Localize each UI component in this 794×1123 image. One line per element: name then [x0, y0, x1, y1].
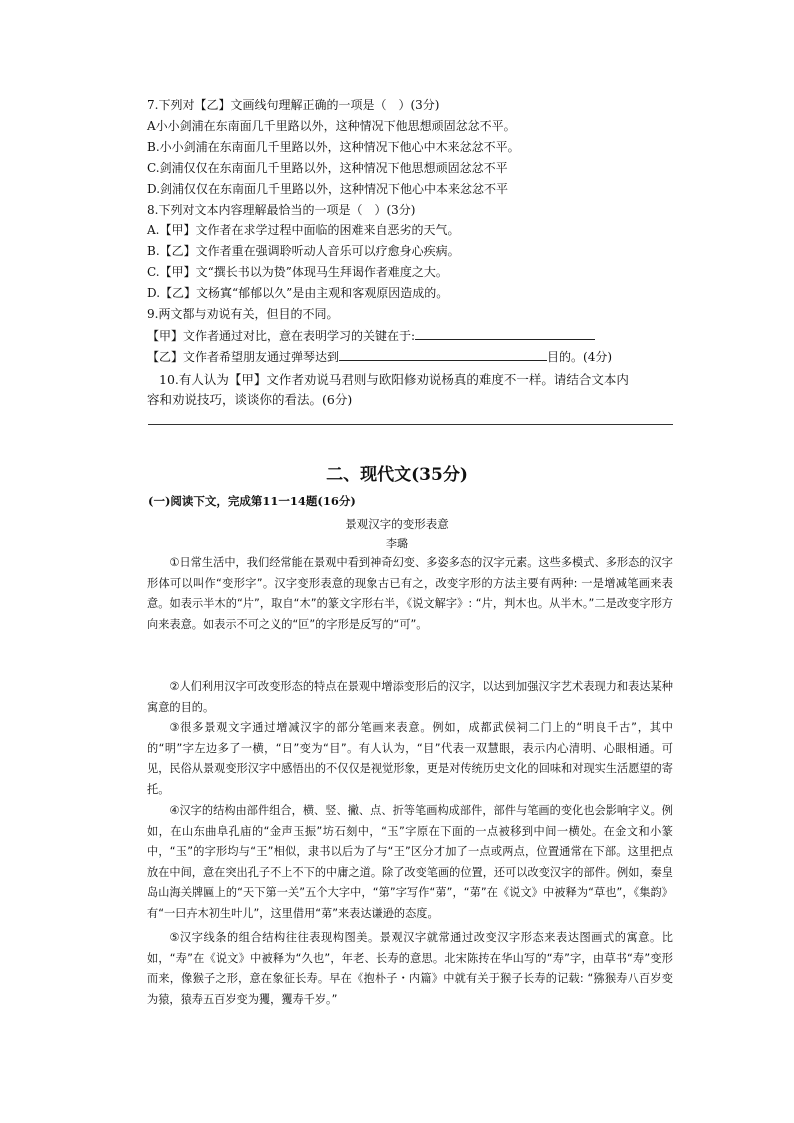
article-paragraph-1: ①日常生活中，我们经常能在景观中看到神奇幻变、多姿多态的汉字元素。这些多模式、多形态的汉字形体可以叫作“变形字”。汉字变形表意的现象古已有之，改变字形的方法主要有两种: 一是增减笔画来表意。如表示半木的“片”，取自“木”的篆文字形右半，《说文解字》: “片，判木也。从半木。”二是改变字形方向来表意。如表示不可之义的“叵”的字形是反写的“可”。 — [147, 556, 673, 631]
article-paragraph-2: ②人们利用汉字可改变形态的特点在景观中增添变形后的汉字，以达到加强汉字艺术表现力和表达某种寓意的目的。 — [147, 680, 673, 714]
question-7-option-a: A小小剑浦在东南面几千里路以外，这种情况下他思想顽固忿忿不平。 — [147, 119, 516, 133]
answer-blank-9-1[interactable] — [415, 326, 595, 340]
question-8-option-a: A.【甲】文作者在求学过程中面临的困难来自恶劣的天气。 — [147, 223, 460, 237]
question-9-stem: 9.两文都与劝说有关，但目的不同。 — [147, 307, 339, 321]
question-8-option-c: C.【甲】文“撰长书以为贽”体现马生拜谒作者难度之大。 — [147, 265, 448, 279]
question-8-stem: 8.下列对文本内容理解最恰当的一项是（ ）(3分) — [147, 203, 416, 217]
question-9-line-1 — [147, 326, 595, 346]
article-paragraph-5: ⑤汉字线条的组合结构往往表现构图美。景观汉字就常通过改变汉字形态来表达图画式的寓意。比如，“寿”在《说文》中被释为“久也”，年老、长寿的意思。北宋陈抟在华山写的“寿”字，由草书“寿”变形而来，像猴子之形，意在象征长寿。早在《抱朴子・内篇》中就有关于猴子长寿的记载: “猕猴寿八百岁变为猿，猿寿五百岁变为玃，玃寿千岁。” — [147, 931, 673, 1006]
question-9-line-1-text: 【甲】文作者通过对比，意在表明学习的关键在于: — [147, 329, 416, 343]
subsection-heading: (一)阅读下文，完成第11一14题(16分) — [148, 494, 356, 508]
question-10-line-1: 10.有人认为【甲】文作者劝说马君则与欧阳修劝说杨真的难度不一样。请结合文本内 — [159, 372, 629, 387]
question-7-option-b: B.小小剑浦在东南面几千里路以外，这种情况下他心中木来忿忿不平。 — [147, 140, 520, 154]
question-9-line-2-text: 【乙】文作者希望朋友通过弹琴达到 — [147, 350, 340, 364]
question-9-line-2 — [147, 347, 612, 367]
question-10-line-2: 容和劝说技巧，谈谈你的看法。(6分) — [147, 392, 353, 407]
question-7-option-c: C.剑浦仅仅在东南面几千里路以外，这种情况下他思想顽固忿忿不平 — [147, 161, 508, 175]
answer-blank-9-2[interactable] — [339, 347, 547, 361]
article-paragraph-3: ③很多景观文字通过增减汉字的部分笔画来表意。例如，成都武侯祠二门上的“明良千古”，其中的“明”字左边多了一横，“日”变为“目”。有人认为，“目”代表一双慧眼，表示内心清明、心眼相通。可见，民俗从景观变形汉字中感悟出的不仅仅是视觉形象，更是对传统历史文化的回味和对现实生活愿望的寄托。 — [147, 721, 673, 796]
question-7-option-d: D.剑浦仅仅在东南面几千里路以外，这种情况下他心中本来忿忿不平 — [147, 182, 509, 196]
article-paragraph-4: ④汉字的结构由部件组合，横、竖、撇、点、折等笔画构成部件，部件与笔画的变化也会影响字义。例如，在山东曲阜孔庙的“金声玉振”坊石刻中，“玉”字原在下面的一点被移到中间一横处。在金文和小篆中，“玉”的字形均与“王”相似，隶书以后为了与“王”区分才加了一点或两点，位置通常在下部。这里把点放在中间，意在突出孔子不上不下的中庸之道。除了改变笔画的位置，还可以改变汉字的部件。例如，秦皇岛山海关牌匾上的“天下第一关”五个大字中，“第”字写作“苐”，“苐”在《说文》中被释为“草也”，《集韵》有“一曰卉木初生叶儿”，这里借用“苐”来表达谦逊的态度。 — [147, 804, 673, 920]
article-author: 李璐 — [386, 537, 408, 550]
question-7-stem: 7.下列对【乙】文画线句理解正确的一项是（ ）(3分) — [147, 98, 440, 112]
answer-line-10[interactable] — [148, 424, 673, 425]
question-8-option-b: B.【乙】文作者重在强调聆听动人音乐可以疗愈身心疾病。 — [147, 244, 460, 258]
article-title: 景观汉字的变形表意 — [345, 517, 449, 531]
question-9-line-2-tail: 目的。(4分) — [547, 350, 613, 364]
question-8-option-d: D.【乙】文杨寘“郁郁以久”是由主观和客观原因造成的。 — [147, 286, 449, 300]
section-title: 二、现代文(35分) — [326, 465, 468, 485]
